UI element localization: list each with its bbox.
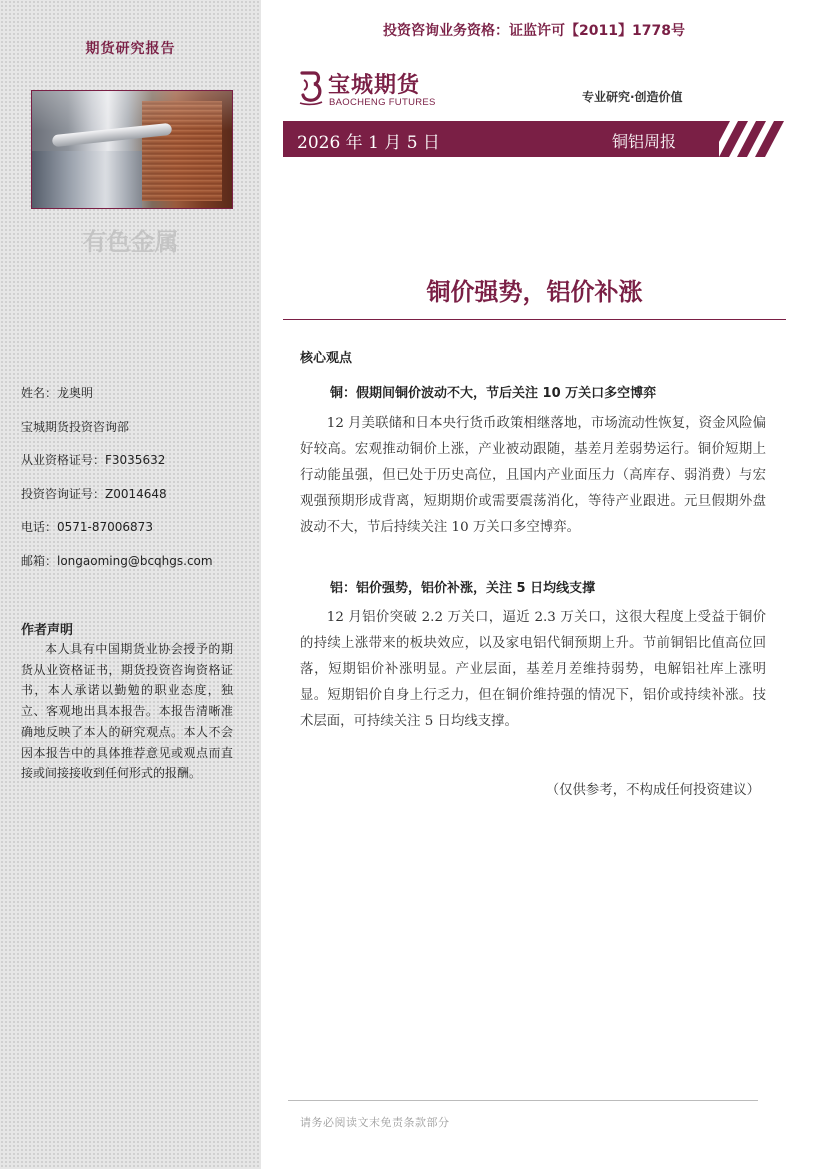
aluminum-paragraph: 12 月铝价突破 2.2 万关口，逼近 2.3 万关口，这很大程度上受益于铜价的持续上涨带来的板块效应，以及家电铝代铜预期上升。节前铜铝比值高位回落，短期铝价补涨明显。产业层面，基差月差维持弱势，电解铝社库上涨明显。短期铝价自身上行乏力，但在铜价维持强的情况下，铝价或持续补涨。技术层面，可持续关注 5 日均线支撑。 [300, 610, 766, 729]
footer-divider [288, 1100, 758, 1101]
company-slogan: 专业研究·创造价值 [582, 90, 683, 104]
baocheng-logo-icon [298, 70, 324, 106]
sector-label: 有色金属 [82, 228, 179, 256]
aluminum-subtitle: 铝：铝价强势，铝价补涨，关注 5 日均线支撑 [330, 581, 596, 596]
declaration-title: 作者声明 [21, 623, 74, 638]
license-statement: 投资咨询业务资格：证监许可【2011】1778号 [383, 23, 685, 39]
copper-subtitle: 铜：假期间铜价波动不大，节后关注 10 万关口多空博弈 [330, 386, 657, 401]
photo-highlight [32, 91, 233, 131]
qualification-number: 从业资格证号：F3035632 [21, 453, 166, 468]
declaration-text: 本人具有中国期货业协会授予的期货从业资格证书，期货投资咨询资格证书，本人承诺以勤勉的职业态度，独立、客观地出具本报告。本报告清晰准确地反映了本人的研究观点。本人不会因本报告中的具体推荐意见或观点而直接或间接接收到任何形式的报酬。 [21, 642, 233, 781]
investment-disclaimer: （仅供参考，不构成任何投资建议） [545, 783, 760, 798]
core-view-title: 核心观点 [300, 351, 353, 366]
consulting-number: 投资咨询证号：Z0014648 [21, 486, 167, 501]
analyst-email: 邮箱：longaoming@bcqhgs.com [21, 553, 213, 568]
metal-photo [31, 90, 233, 209]
analyst-name: 姓名：龙奥明 [21, 386, 94, 400]
analyst-phone: 电话：0571-87006873 [21, 520, 153, 535]
sidebar [0, 0, 261, 1169]
analyst-info [21, 384, 251, 586]
footer-note: 请务必阅读文末免责条款部分 [300, 1116, 450, 1129]
analyst-department: 宝城期货投资咨询部 [21, 419, 130, 434]
report-name: 铜铝周报 [612, 132, 677, 151]
copper-paragraph: 12 月美联储和日本央行货币政策相继落地，市场流动性恢复，资金风险偏好较高。宏观推动铜价上涨，产业被动跟随，基差月差弱势运行。铜价短期上行动能虽强，但已处于历史高位，且国内产业面压力（高库存、弱消费）与宏观强预期形成背离，短期期价或需要震荡消化，等待产业跟进。元旦假期外盘波动不大，节后持续关注 10 万关口多空博弈。 [300, 416, 766, 535]
report-type-label: 期货研究报告 [85, 41, 176, 57]
report-date: 2026 年 1 月 5 日 [297, 133, 440, 153]
report-headline: 铜价强势，铝价补涨 [426, 278, 643, 306]
logo-text-cn: 宝城期货 [328, 73, 421, 98]
aluminum-sheet-graphic [32, 151, 142, 209]
headline-divider [283, 319, 786, 320]
banner-stripes-decoration [700, 121, 790, 157]
logo-text-en: BAOCHENG FUTURES [329, 97, 436, 108]
